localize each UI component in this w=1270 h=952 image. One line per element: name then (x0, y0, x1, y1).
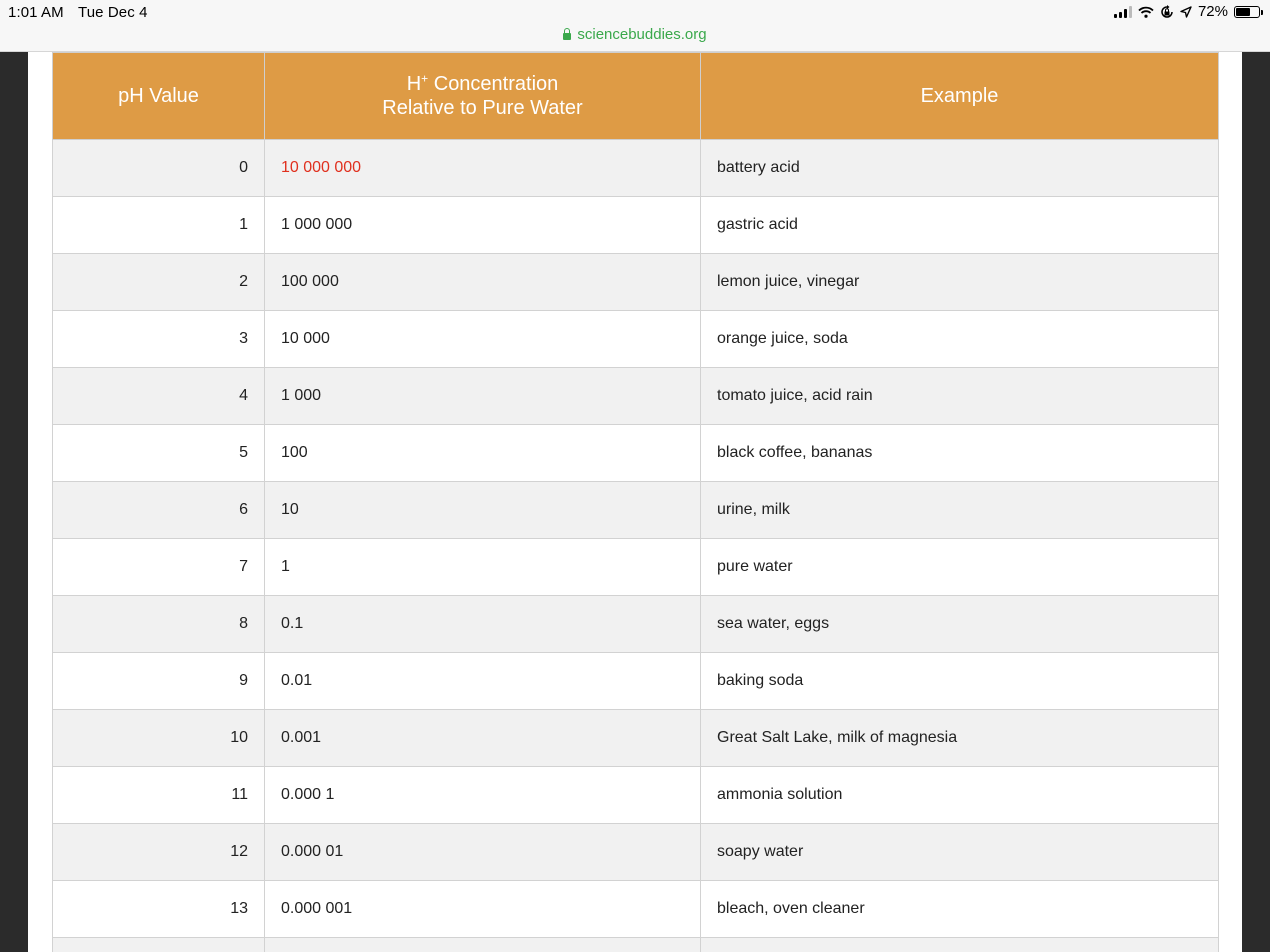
header-conc-label: Concentration (428, 73, 559, 95)
cell-concentration: 1 (265, 539, 701, 596)
status-time-date (8, 4, 148, 21)
cell-concentration: 100 (265, 425, 701, 482)
battery-icon (1234, 6, 1260, 18)
cell-concentration: 10 000 (265, 311, 701, 368)
header-conc-plus: + (421, 71, 429, 86)
cell-concentration: 1 000 000 (265, 197, 701, 254)
cell-example: bleach, oven cleaner (701, 881, 1219, 938)
cell-ph: 2 (53, 254, 265, 311)
cell-example: Great Salt Lake, milk of magnesia (701, 710, 1219, 767)
cell-concentration: 10 000 000 (265, 140, 701, 197)
cell-concentration: 100 000 (265, 254, 701, 311)
cell-example: gastric acid (701, 197, 1219, 254)
cell-ph: 7 (53, 539, 265, 596)
battery-percent: 72% (1197, 3, 1228, 20)
header-conc-h: H (406, 73, 422, 95)
header-example: Example (701, 53, 1219, 140)
table-row (53, 425, 1219, 482)
wifi-icon (1138, 6, 1154, 18)
cell-concentration: 0.000 01 (265, 824, 701, 881)
cell-ph: 9 (53, 653, 265, 710)
cell-concentration: 0.000 001 (265, 881, 701, 938)
cell-example: battery acid (701, 140, 1219, 197)
page-content (28, 52, 1242, 952)
cell-ph: 10 (53, 710, 265, 767)
cell-ph: 11 (53, 767, 265, 824)
ph-table (52, 52, 1219, 952)
cell-ph: 5 (53, 425, 265, 482)
table-row (53, 254, 1219, 311)
cell-concentration: 0.001 (265, 710, 701, 767)
status-time: 1:01 AM (8, 4, 64, 21)
rotation-lock-icon (1160, 5, 1174, 19)
lock-icon (563, 33, 571, 40)
url-display[interactable] (563, 26, 706, 43)
cell-example: lemon juice, vinegar (701, 254, 1219, 311)
cell-example (701, 938, 1219, 952)
location-icon (1180, 6, 1192, 18)
table-row (53, 824, 1219, 881)
cell-concentration (265, 938, 701, 952)
cell-example: soapy water (701, 824, 1219, 881)
table-row (53, 710, 1219, 767)
cell-example: sea water, eggs (701, 596, 1219, 653)
url-bar[interactable] (0, 24, 1270, 52)
cell-example: baking soda (701, 653, 1219, 710)
cell-example: ammonia solution (701, 767, 1219, 824)
battery-fill (1236, 8, 1250, 16)
cell-example: black coffee, bananas (701, 425, 1219, 482)
cell-ph (53, 938, 265, 952)
header-concentration (265, 53, 701, 140)
url-text: sciencebuddies.org (577, 26, 707, 43)
status-indicators (1114, 3, 1260, 20)
status-bar (0, 0, 1270, 24)
cell-concentration: 10 (265, 482, 701, 539)
table-row (53, 596, 1219, 653)
cell-ph: 13 (53, 881, 265, 938)
cell-ph: 0 (53, 140, 265, 197)
cell-example: tomato juice, acid rain (701, 368, 1219, 425)
table-row (53, 881, 1219, 938)
cell-ph: 4 (53, 368, 265, 425)
table-row (53, 311, 1219, 368)
cell-concentration: 0.01 (265, 653, 701, 710)
cell-example: pure water (701, 539, 1219, 596)
table-row (53, 482, 1219, 539)
header-ph-value: pH Value (53, 53, 265, 140)
cell-ph: 8 (53, 596, 265, 653)
cell-example: urine, milk (701, 482, 1219, 539)
table-header-row (53, 53, 1219, 140)
table-row (53, 197, 1219, 254)
table-row (53, 368, 1219, 425)
cell-concentration: 0.000 1 (265, 767, 701, 824)
signal-icon (1114, 6, 1132, 18)
cell-example: orange juice, soda (701, 311, 1219, 368)
cell-concentration: 0.1 (265, 596, 701, 653)
cell-ph: 6 (53, 482, 265, 539)
table-row-partial (53, 938, 1219, 952)
table-row (53, 539, 1219, 596)
cell-ph: 3 (53, 311, 265, 368)
cell-ph: 1 (53, 197, 265, 254)
cell-concentration: 1 000 (265, 368, 701, 425)
table-row (53, 653, 1219, 710)
table-row (53, 767, 1219, 824)
header-conc-subtitle: Relative to Pure Water (382, 97, 583, 119)
cell-ph: 12 (53, 824, 265, 881)
status-date: Tue Dec 4 (78, 4, 148, 21)
table-row (53, 140, 1219, 197)
table-body (53, 140, 1219, 952)
